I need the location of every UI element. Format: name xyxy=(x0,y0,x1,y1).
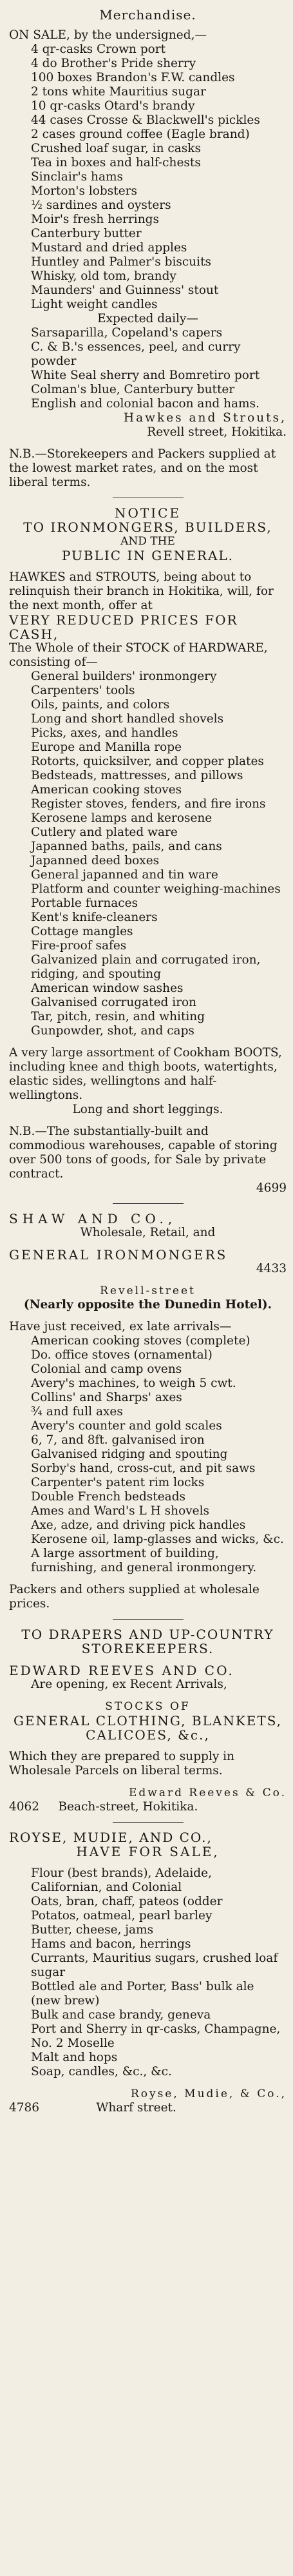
drapers-ad xyxy=(9,1627,287,1814)
list-item: Collins' and Sharps' axes xyxy=(31,1391,182,1404)
signature: Hawkes and Strouts, xyxy=(123,411,287,425)
list-item: Canterbury butter xyxy=(31,227,142,240)
section-heading: Merchandise. xyxy=(99,7,196,23)
list-item: Flour (best brands), Adelaide, Californian, and Colonial xyxy=(31,1866,212,1894)
signature: Edward Reeves & Co. xyxy=(129,1787,287,1799)
ref-number: 4433 xyxy=(256,1262,287,1275)
drapers-title: TO DRAPERS AND UP-COUNTRY xyxy=(21,1627,274,1642)
item-list xyxy=(9,1334,287,1575)
list-item: Morton's lobsters xyxy=(31,184,137,198)
firm-name: SHAW AND CO., xyxy=(9,1211,177,1226)
list-item: Malt and hops xyxy=(31,2051,118,2064)
list-item: Currants, Mauritius sugars, crushed loaf sugar xyxy=(31,1951,278,1979)
expected-label: Expected daily— xyxy=(97,312,198,325)
divider xyxy=(113,1619,184,1620)
list-item: Tea in boxes and half-chests xyxy=(31,156,201,169)
ref-number: 4699 xyxy=(256,1181,287,1195)
item-list xyxy=(9,43,287,312)
nb-note: N.B.—Storekeepers and Packers supplied at the lowest market rates, and on the most liberal terms. xyxy=(9,447,276,489)
list-item: Picks, axes, and handles xyxy=(31,726,178,740)
item-list xyxy=(9,670,287,1038)
signature: Royse, Mudie, & Co., xyxy=(130,2087,287,2100)
address: Beach-street, Hokitika. xyxy=(58,1800,198,1814)
list-item: Portable furnaces xyxy=(31,896,138,910)
royse-ad xyxy=(9,1830,287,2115)
list-item: A large assortment of building, furnishing, and general ironmongery. xyxy=(31,1547,257,1574)
list-item: Long and short handled shovels xyxy=(31,712,224,726)
list-item: Register stoves, fenders, and fire irons xyxy=(31,797,266,811)
list-item: Sarsaparilla, Copeland's capers xyxy=(31,326,223,340)
item-list xyxy=(9,1866,287,2079)
list-item: Oats, bran, chaff, pateos (odder xyxy=(31,1895,223,1908)
list-item: Cutlery and plated ware xyxy=(31,826,178,839)
list-item: 6, 7, and 8ft. galvanised iron xyxy=(31,1433,205,1447)
list-item: Japanned deed boxes xyxy=(31,854,160,867)
boots-note: A very large assortment of Cookham BOOTS, including knee and thigh boots, watertights, elastic sides, wellingtons and half-wellingtons. xyxy=(9,1046,282,1102)
ref-number: 4786 xyxy=(9,2101,40,2115)
list-item: Crushed loaf sugar, in casks xyxy=(31,142,201,155)
ref-address xyxy=(9,1800,287,1814)
address: Wharf street. xyxy=(96,2101,176,2115)
list-item: ½ sardines and oysters xyxy=(31,199,171,212)
list-item: 100 boxes Brandon's F.W. candles xyxy=(31,71,235,84)
list-item: 2 tons white Mauritius sugar xyxy=(31,85,206,99)
list-item: Carpenters' tools xyxy=(31,684,135,697)
ref-number: 4062 xyxy=(9,1800,40,1814)
list-item: Platform and counter weighing-machines xyxy=(31,882,281,896)
list-item: Avery's machines, to weigh 5 cwt. xyxy=(31,1377,236,1390)
list-item: Colman's blue, Canterbury butter xyxy=(31,383,235,396)
opposite-note: (Nearly opposite the Dunedin Hotel). xyxy=(23,1298,272,1312)
list-item: 4 do Brother's Pride sherry xyxy=(31,57,196,70)
list-item: Galvanised corrugated iron xyxy=(31,996,197,1009)
list-item: 10 qr-casks Otard's brandy xyxy=(31,99,195,113)
list-item: Axe, adze, and driving pick handles xyxy=(31,1518,246,1532)
list-item: Mustard and dried apples xyxy=(31,241,187,255)
notice-line: TO IRONMONGERS, BUILDERS, xyxy=(23,519,272,535)
list-item: Kerosene oil, lamp-glasses and wicks, &c. xyxy=(31,1533,284,1546)
firm-heading: GENERAL IRONMONGERS xyxy=(9,1247,228,1263)
list-item: Port and Sherry in qr-casks, Champagne, No. 2 Moselle xyxy=(31,2022,281,2050)
list-item: American window sashes xyxy=(31,982,184,995)
list-item: Avery's counter and gold scales xyxy=(31,1419,222,1433)
divider xyxy=(113,1203,184,1204)
list-item: Kent's knife-cleaners xyxy=(31,911,158,924)
list-item: Do. office stoves (ornamental) xyxy=(31,1348,213,1362)
drapers-title: STOREKEEPERS. xyxy=(81,1641,214,1656)
list-item: Sinclair's hams xyxy=(31,170,124,184)
stocks-label: STOCKS OF xyxy=(105,1700,191,1713)
list-item: Galvanised ridging and spouting xyxy=(31,1448,228,1461)
list-item: White Seal sherry and Bomretiro port xyxy=(31,369,260,382)
notice-line: PUBLIC IN GENERAL. xyxy=(61,548,234,563)
list-item: General builders' ironmongery xyxy=(31,670,217,683)
list-item: 44 cases Crosse & Blackwell's pickles xyxy=(31,113,260,127)
list-item: Bedsteads, mattresses, and pillows xyxy=(31,769,243,782)
list-item: Fire-proof safes xyxy=(31,939,127,953)
drapers-intro: Are opening, ex Recent Arrivals, xyxy=(31,1678,227,1691)
firm-name: ROYSE, MUDIE, AND CO., xyxy=(9,1830,213,1845)
address: Revell street, Hokitika. xyxy=(147,425,287,439)
list-item: Rotorts, quicksilver, and copper plates xyxy=(31,755,264,768)
list-item: Tar, pitch, resin, and whiting xyxy=(31,1010,205,1023)
royse-heading: HAVE FOR SALE, xyxy=(76,1844,220,1859)
notice-whole: The Whole of their STOCK of HARDWARE, consisting of— xyxy=(9,641,268,669)
nb-note: N.B.—The substantially-built and commodious warehouses, capable of storing over 500 tons of goods, for Sale by private contract. xyxy=(9,1125,278,1181)
list-item: Europe and Manilla rope xyxy=(31,741,182,754)
packers-note: Packers and others supplied at wholesale prices. xyxy=(9,1583,260,1611)
list-item: Sorby's hand, cross-cut, and pit saws xyxy=(31,1462,256,1475)
list-item: General japanned and tin ware xyxy=(31,868,218,882)
list-item: Potatos, oatmeal, pearl barley xyxy=(31,1909,213,1922)
list-item: English and colonial bacon and hams. xyxy=(31,397,260,411)
list-item: American cooking stoves xyxy=(31,783,182,797)
ad-intro: ON SALE, by the undersigned,— xyxy=(9,28,207,42)
list-item: Moir's fresh herrings xyxy=(31,213,159,226)
list-item: Japanned baths, pails, and cans xyxy=(31,840,222,853)
item-list xyxy=(9,326,287,411)
list-item: Double French bedsteads xyxy=(31,1490,186,1504)
notice-ad xyxy=(9,506,287,1196)
list-item: Oils, paints, and colors xyxy=(31,698,170,712)
divider xyxy=(113,1822,184,1823)
list-item: Bulk and case brandy, geneva xyxy=(31,2008,211,2022)
list-item: Carpenter's patent rim locks xyxy=(31,1476,205,1489)
goods-line: GENERAL CLOTHING, BLANKETS, xyxy=(13,1713,283,1729)
street: Revell-street xyxy=(100,1284,196,1297)
list-item: Bottled ale and Porter, Bass' bulk ale (new brew) xyxy=(31,1980,254,2008)
list-item: Hams and bacon, herrings xyxy=(31,1937,191,1951)
list-item: 2 cases ground coffee (Eagle brand) xyxy=(31,128,250,141)
ref-address xyxy=(9,2101,287,2115)
list-item: 4 qr-casks Crown port xyxy=(31,43,166,56)
notice-title: NOTICE xyxy=(114,505,182,521)
reduced-prices: VERY REDUCED PRICES FOR CASH, xyxy=(9,612,238,642)
list-item: Ames and Ward's L H shovels xyxy=(31,1504,210,1518)
list-item: ¾ and full axes xyxy=(31,1405,123,1419)
list-item: Butter, cheese, jams xyxy=(31,1923,154,1937)
list-item: Light weight candles xyxy=(31,298,158,311)
list-item: American cooking stoves (complete) xyxy=(31,1334,250,1348)
list-item: Soap, candles, &c., &c. xyxy=(31,2065,172,2078)
firm-name: EDWARD REEVES AND CO. xyxy=(9,1663,234,1678)
notice-line: AND THE xyxy=(120,535,175,548)
list-item: Whisky, old tom, brandy xyxy=(31,269,176,283)
list-item: Galvanized plain and corrugated iron, ridging, and spouting xyxy=(31,953,261,981)
list-item: Kerosene lamps and kerosene xyxy=(31,811,213,825)
list-item: Huntley and Palmer's biscuits xyxy=(31,255,211,269)
goods-line: CALICOES, &c., xyxy=(86,1727,210,1743)
list-item: Colonial and camp ovens xyxy=(31,1362,182,1376)
firm-sub: Wholesale, Retail, and xyxy=(80,1226,216,1239)
shaw-ad xyxy=(9,1212,287,1611)
list-item: Cottage mangles xyxy=(31,925,133,938)
leggings: Long and short leggings. xyxy=(72,1103,223,1116)
list-item: Maunders' and Guinness' stout xyxy=(31,284,219,297)
list-item: Gunpowder, shot, and caps xyxy=(31,1024,194,1038)
list-item: C. & B.'s essences, peel, and curry powder xyxy=(31,340,241,368)
notice-intro: HAWKES and STROUTS, being about to relinquish their branch in Hokitika, will, for the next month, offer at xyxy=(9,570,274,612)
drapers-text: Which they are prepared to supply in Wholesale Parcels on liberal terms. xyxy=(9,1750,234,1777)
merchandise-ad xyxy=(9,8,287,490)
shaw-intro: Have just received, ex late arrivals— xyxy=(9,1320,232,1333)
